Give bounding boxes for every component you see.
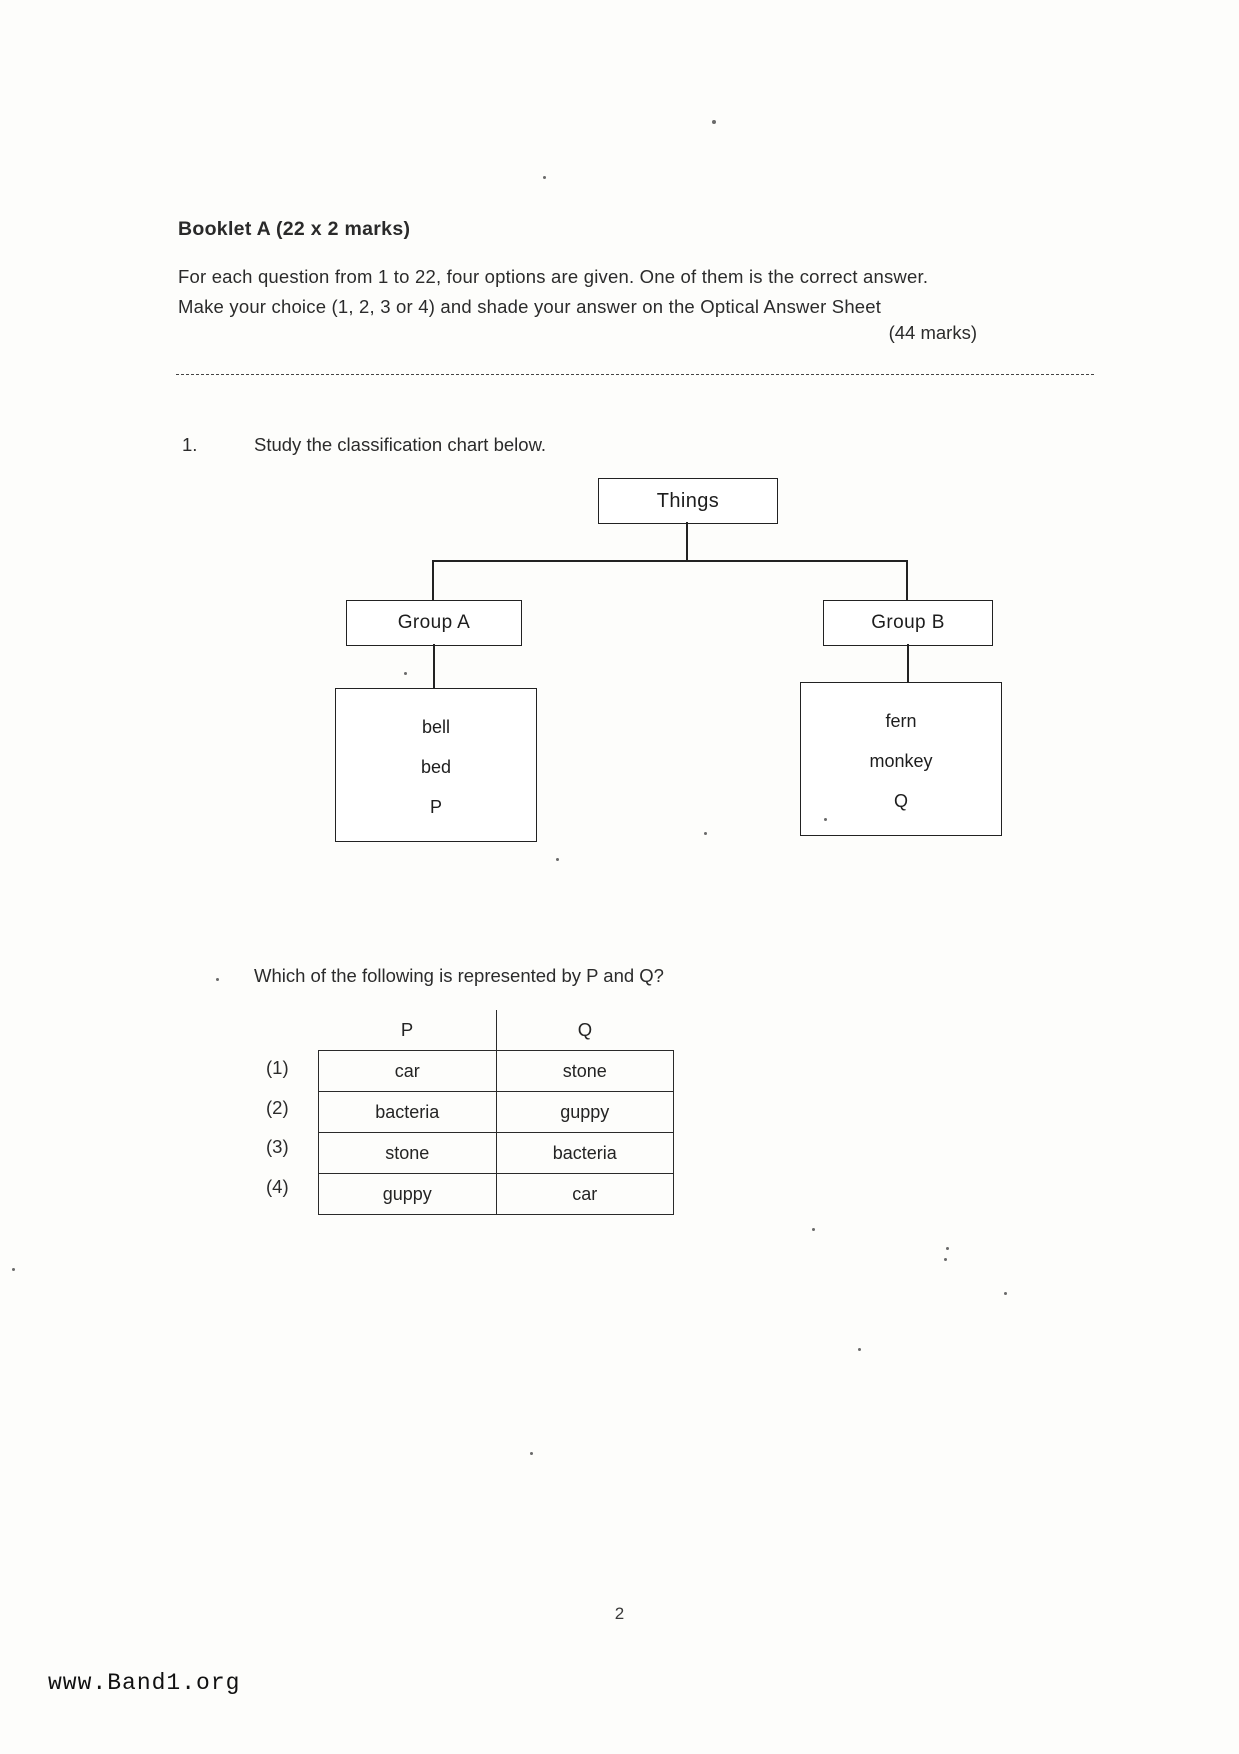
option-label-column [266,1048,289,1206]
chart-members-group-a [335,688,537,842]
cell-p: stone [319,1133,497,1174]
connector-group-b-to-members [907,644,909,682]
scan-speck [812,1228,815,1231]
booklet-title: Booklet A (22 x 2 marks) [178,218,411,240]
table-row [319,1092,674,1133]
question-ask: Which of the following is represented by P and Q? [254,965,664,986]
chart-node-group-a: Group A [346,600,522,646]
scan-speck [530,1452,533,1455]
question-stem: Study the classification chart below. [254,434,547,455]
chart-member: monkey [869,750,933,771]
marks-note: (44 marks) [888,322,977,343]
scan-speck [543,176,546,179]
scan-speck [712,120,716,124]
instructions-line-1: For each question from 1 to 22, four options are given. One of them is the correct answer. [178,266,929,287]
table-row [319,1174,674,1215]
chart-members-group-b [800,682,1002,836]
scan-speck [12,1268,15,1271]
option-label: (1) [266,1057,289,1078]
option-label: (3) [266,1136,289,1157]
column-header-p: P [319,1010,497,1051]
chart-node-root: Things [598,478,778,524]
cell-q: bacteria [496,1133,674,1174]
instructions-block [178,262,988,322]
table-header-row [319,1010,674,1051]
cell-p: bacteria [319,1092,497,1133]
instructions-line-2: Make your choice (1, 2, 3 or 4) and shade your answer on the Optical Answer Sheet [178,296,882,317]
chart-node-group-b: Group B [823,600,993,646]
scan-speck [824,818,827,821]
cell-p: car [319,1051,497,1092]
page-number: 2 [614,1604,625,1623]
header-divider [176,374,1094,375]
cell-q: car [496,1174,674,1215]
chart-member: fern [885,710,917,731]
connector-to-group-b [906,560,908,600]
site-watermark: www.Band1.org [48,1670,241,1696]
chart-member: P [429,796,442,817]
scan-speck [704,832,707,835]
connector-root-vertical [686,522,688,560]
scan-speck [946,1247,949,1250]
cell-q: guppy [496,1092,674,1133]
table-row [319,1133,674,1174]
scan-speck [216,978,219,981]
connector-horizontal-bus [432,560,907,562]
scan-speck [1004,1292,1007,1295]
column-header-q: Q [496,1010,674,1051]
options-table [318,1010,674,1215]
table-row [319,1051,674,1092]
connector-group-a-to-members [433,644,435,688]
scan-speck [858,1348,861,1351]
option-label: (2) [266,1096,289,1118]
scan-speck [404,672,407,675]
classification-chart [300,470,1100,870]
cell-p: guppy [319,1174,497,1215]
option-label: (4) [266,1175,289,1197]
scan-speck [556,858,559,861]
chart-member: bed [420,756,452,777]
cell-q: stone [496,1051,674,1092]
scan-speck [944,1258,947,1261]
chart-member: Q [893,790,908,811]
connector-to-group-a [432,560,434,600]
question-number: 1. [182,434,198,455]
chart-member: bell [421,716,451,737]
